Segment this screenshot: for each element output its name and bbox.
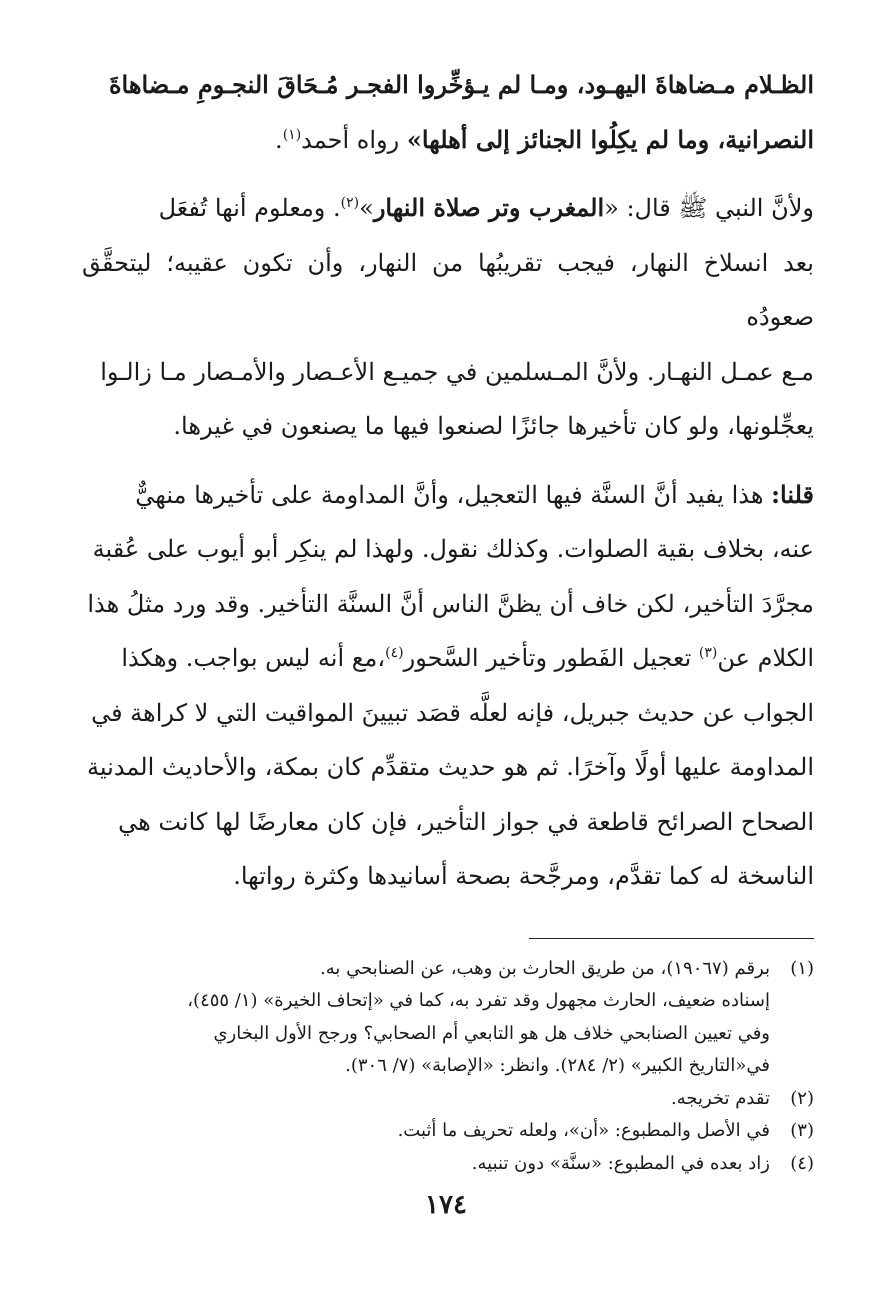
text-line xyxy=(82,631,814,686)
text-line xyxy=(82,468,814,523)
text-segment: . ومعلوم أنها تُفعَل xyxy=(158,194,341,222)
footnote-text xyxy=(82,953,770,1083)
text-line xyxy=(82,795,814,850)
footnote-line: وفي تعيين الصنابحي خلاف هل هو التابعي أم الصحابي؟ ورجح الأول البخاري xyxy=(213,1022,770,1044)
text-line xyxy=(82,686,814,741)
text-segment: الكلام عن xyxy=(717,644,814,672)
bold-text: قلنا: xyxy=(771,479,814,509)
text-line xyxy=(82,345,814,400)
text-segment: ولأنَّ النبي ﷺ قال: « xyxy=(604,194,814,222)
footnote-line: تقدم تخريجه. xyxy=(671,1087,770,1109)
text-line xyxy=(82,399,814,454)
text-segment: الجواب عن حديث جبريل، فإنه لعلَّه قصَد تبيينَ المواقيت التي لا كراهة في xyxy=(91,698,814,727)
footnote-line: في الأصل والمطبوع: «أن»، ولعله تحريف ما أثبت. xyxy=(397,1120,770,1141)
footnotes xyxy=(82,953,814,1181)
footnote-line: زاد بعده في المطبوع: «سنَّة» دون تنبيه. xyxy=(471,1152,770,1174)
bold-text: المغرب وتر صلاة النهار xyxy=(373,193,605,222)
text-segment: هذا يفيد أنَّ السنَّة فيها التعجيل، وأنَّ المداومة على تأخيرها منهيٌّ xyxy=(135,480,772,509)
footnote-ref: (٤) xyxy=(385,645,404,661)
footnote-ref: (٢) xyxy=(340,195,360,211)
footnote-number: (٤) xyxy=(790,1152,814,1174)
text-line xyxy=(82,236,814,345)
text-segment: » xyxy=(359,194,374,222)
text-line xyxy=(82,849,814,904)
text-segment: يعجِّلونها، ولو كان تأخيرها جائزًا لصنعوا فيها ما يصنعون في غيرها. xyxy=(173,412,814,440)
text-segment: رواه أحمد xyxy=(301,125,407,154)
footnote-line: برقم (١٩٠٦٧)، من طريق الحارث بن وهب، عن الصنابحي به. xyxy=(320,957,770,979)
text-line xyxy=(82,522,814,577)
text-segment: ،مع أنه ليس بواجب. وهكذا xyxy=(121,644,386,672)
footnote xyxy=(82,1083,814,1116)
footnote-ref: (١) xyxy=(282,126,302,143)
footnote-number: (١) xyxy=(790,957,814,979)
text-line xyxy=(82,113,814,168)
footnote-line: في«التاريخ الكبير» (٢/ ٢٨٤). وانظر: «الإصابة» (٧/ ٣٠٦). xyxy=(345,1055,770,1076)
footnote xyxy=(82,953,814,1083)
footnote-ref: (٣) xyxy=(698,645,718,661)
text-segment: الناسخة له كما تقدَّم، ومرجَّحة بصحة أسانيدها وكثرة رواتها. xyxy=(233,862,814,890)
footnote-number: (٢) xyxy=(790,1087,814,1109)
footnote xyxy=(82,1115,814,1148)
bold-text: الظـلام مـضاهاةَ اليهـود، ومـا لم يـؤخِّروا الفجـر مُـحَاقَ النجـومِ مـضاهاةَ xyxy=(108,70,814,99)
footnote-separator xyxy=(529,938,814,939)
text-segment: مـع عمـل النهـار. ولأنَّ المـسلمين في جميـع الأعـصار والأمـصار مـا زالـوا xyxy=(100,357,814,386)
footnote-text xyxy=(82,1083,770,1116)
footnote-number: (٣) xyxy=(790,1120,814,1141)
bold-text: النصرانية، وما لم يكِلُوا الجنائز إلى أهلها» xyxy=(406,124,814,154)
footnote-text xyxy=(82,1115,770,1148)
text-line xyxy=(82,58,814,113)
text-segment: مجرَّدَ التأخير، لكن خاف أن يظنَّ الناس أنَّ السنَّة التأخير. وقد ورد مثلُ هذا xyxy=(87,589,814,618)
footnote xyxy=(82,1148,814,1181)
text-segment: عنه، بخلاف بقية الصلوات. وكذلك نقول. ولهذا لم ينكِر أبو أيوب على عُقبة xyxy=(92,535,814,563)
footnote-text xyxy=(82,1148,770,1181)
text-segment: الصحاح الصرائح قاطعة في جواز التأخير، فإن كان معارضًا لها كانت هي xyxy=(118,807,814,836)
text-line xyxy=(82,740,814,795)
text-segment: المداومة عليها أولًا وآخرًا. ثم هو حديث متقدِّم كان بمكة، والأحاديث المدنية xyxy=(87,753,814,781)
text-line xyxy=(82,577,814,632)
text-line xyxy=(82,181,814,236)
text-segment: تعجيل الفَطور وتأخير السَّحور xyxy=(403,644,699,672)
main-text xyxy=(82,58,814,904)
text-segment: بعد انسلاخ النهار، فيجب تقريبُها من النهار، وأن تكون عقيبه؛ ليتحقَّق صعودُه xyxy=(82,248,814,331)
footnote-line: إسناده ضعيف، الحارث مجهول وقد تفرد به، كما في «إتحاف الخيرة» (١/ ٤٥٥)، xyxy=(187,990,770,1011)
text-segment: . xyxy=(275,125,283,154)
page-number: ١٧٤ xyxy=(425,1190,467,1220)
